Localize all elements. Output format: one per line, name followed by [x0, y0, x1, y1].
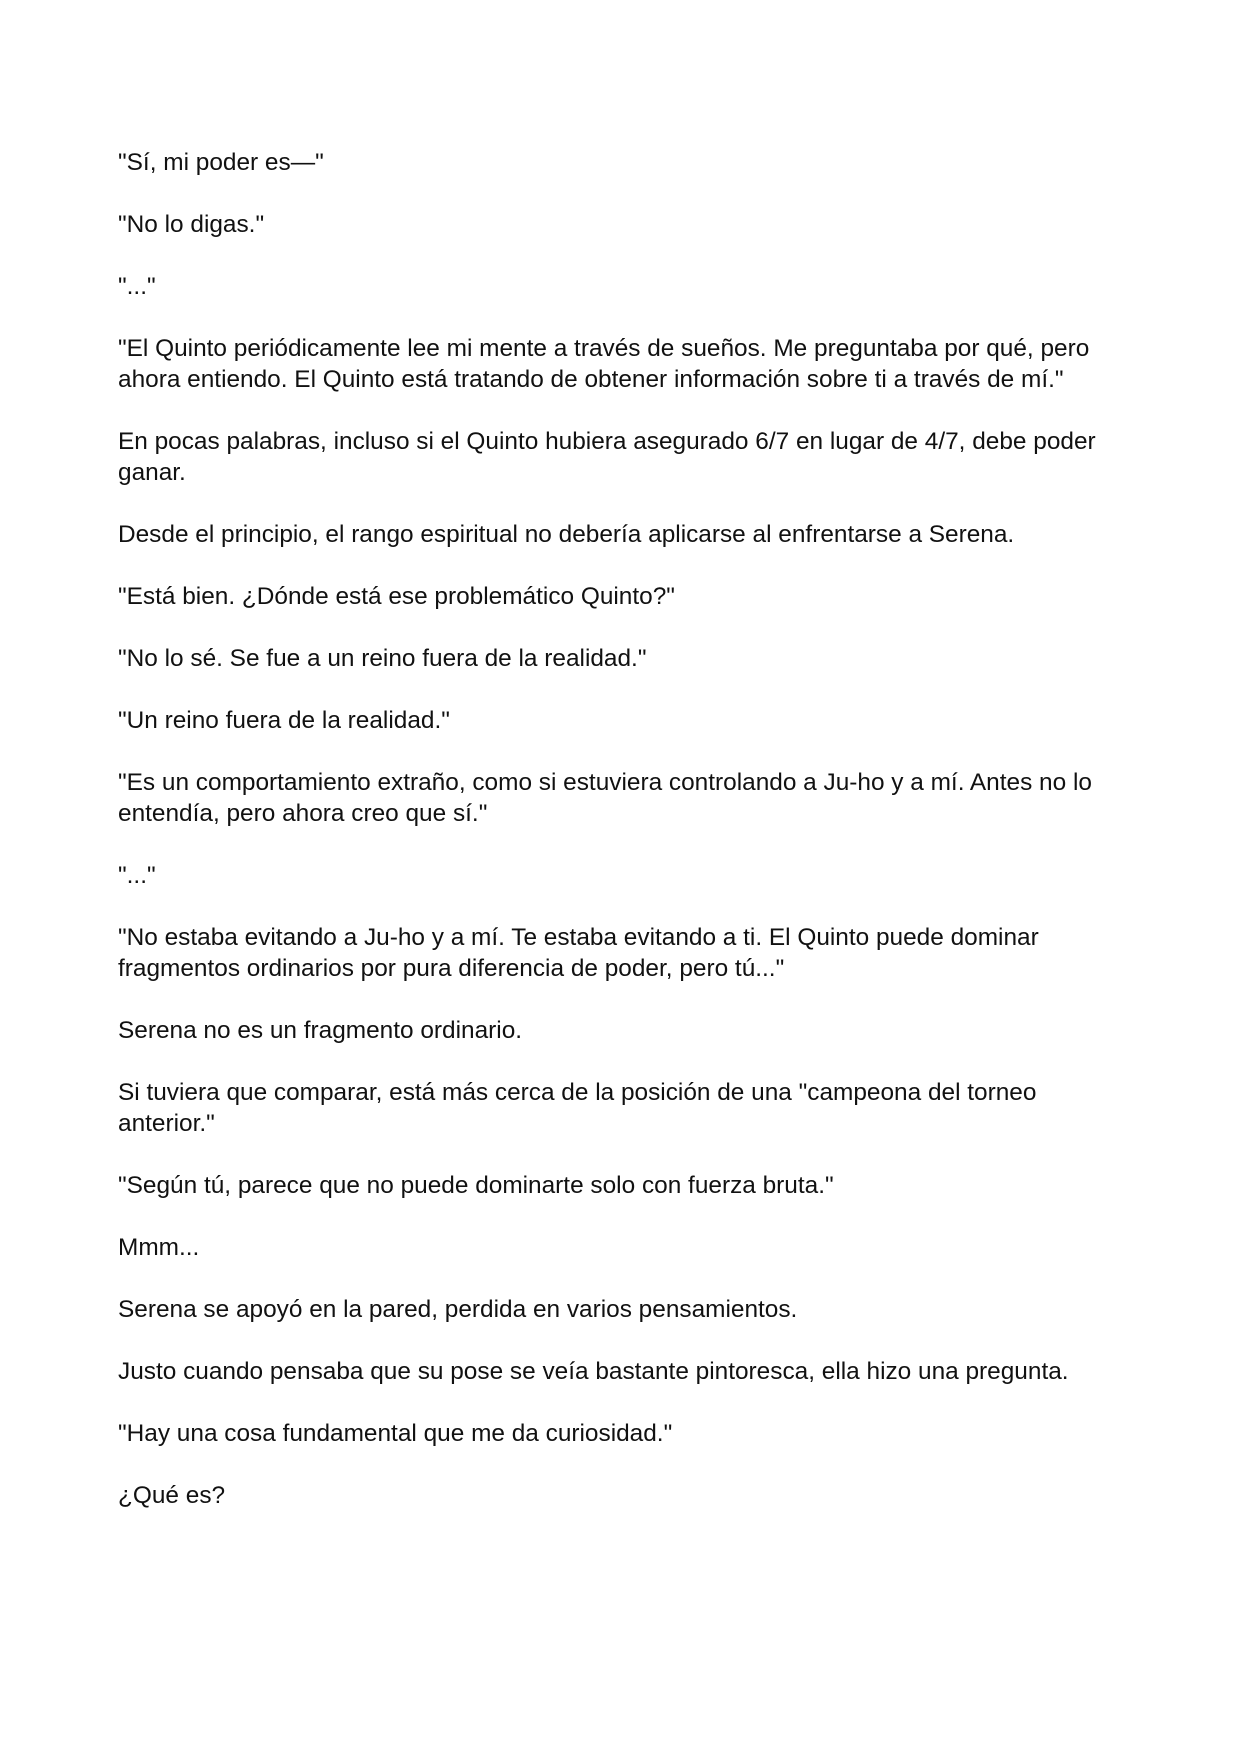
paragraph: "Está bien. ¿Dónde está ese problemático Quinto?" [118, 583, 675, 610]
paragraph: "No lo sé. Se fue a un reino fuera de la realidad." [118, 645, 647, 672]
paragraph: "No lo digas." [118, 211, 265, 238]
paragraph: "Según tú, parece que no puede dominarte solo con fuerza bruta." [118, 1172, 834, 1199]
paragraph: "..." [118, 273, 156, 300]
paragraph: Si tuviera que comparar, está más cerca de la posición de una "campeona del torneo anterior." [118, 1079, 1037, 1137]
paragraph: "El Quinto periódicamente lee mi mente a través de sueños. Me preguntaba por qué, pero ahora entiendo. El Quinto está tratando de obtener información sobre ti a través de mí." [118, 335, 1090, 393]
paragraph: "Es un comportamiento extraño, como si estuviera controlando a Ju-ho y a mí. Antes no lo entendía, pero ahora creo que sí." [118, 769, 1092, 827]
paragraph: "Hay una cosa fundamental que me da curiosidad." [118, 1420, 673, 1447]
paragraph: Serena se apoyó en la pared, perdida en varios pensamientos. [118, 1296, 798, 1323]
paragraph: "Sí, mi poder es—" [118, 149, 324, 176]
paragraph: Serena no es un fragmento ordinario. [118, 1017, 523, 1044]
paragraph: "Un reino fuera de la realidad." [118, 707, 450, 734]
paragraph: Mmm... [118, 1234, 200, 1261]
document-body [118, 147, 1124, 1542]
paragraph: Justo cuando pensaba que su pose se veía bastante pintoresca, ella hizo una pregunta. [118, 1358, 1069, 1385]
paragraph: "..." [118, 862, 156, 889]
paragraph: En pocas palabras, incluso si el Quinto hubiera asegurado 6/7 en lugar de 4/7, debe poder ganar. [118, 428, 1096, 486]
paragraph: Desde el principio, el rango espiritual no debería aplicarse al enfrentarse a Serena. [118, 521, 1015, 548]
paragraph: ¿Qué es? [118, 1482, 226, 1509]
paragraph: "No estaba evitando a Ju-ho y a mí. Te estaba evitando a ti. El Quinto puede dominar fragmentos ordinarios por pura diferencia de poder, pero tú..." [118, 924, 1039, 982]
